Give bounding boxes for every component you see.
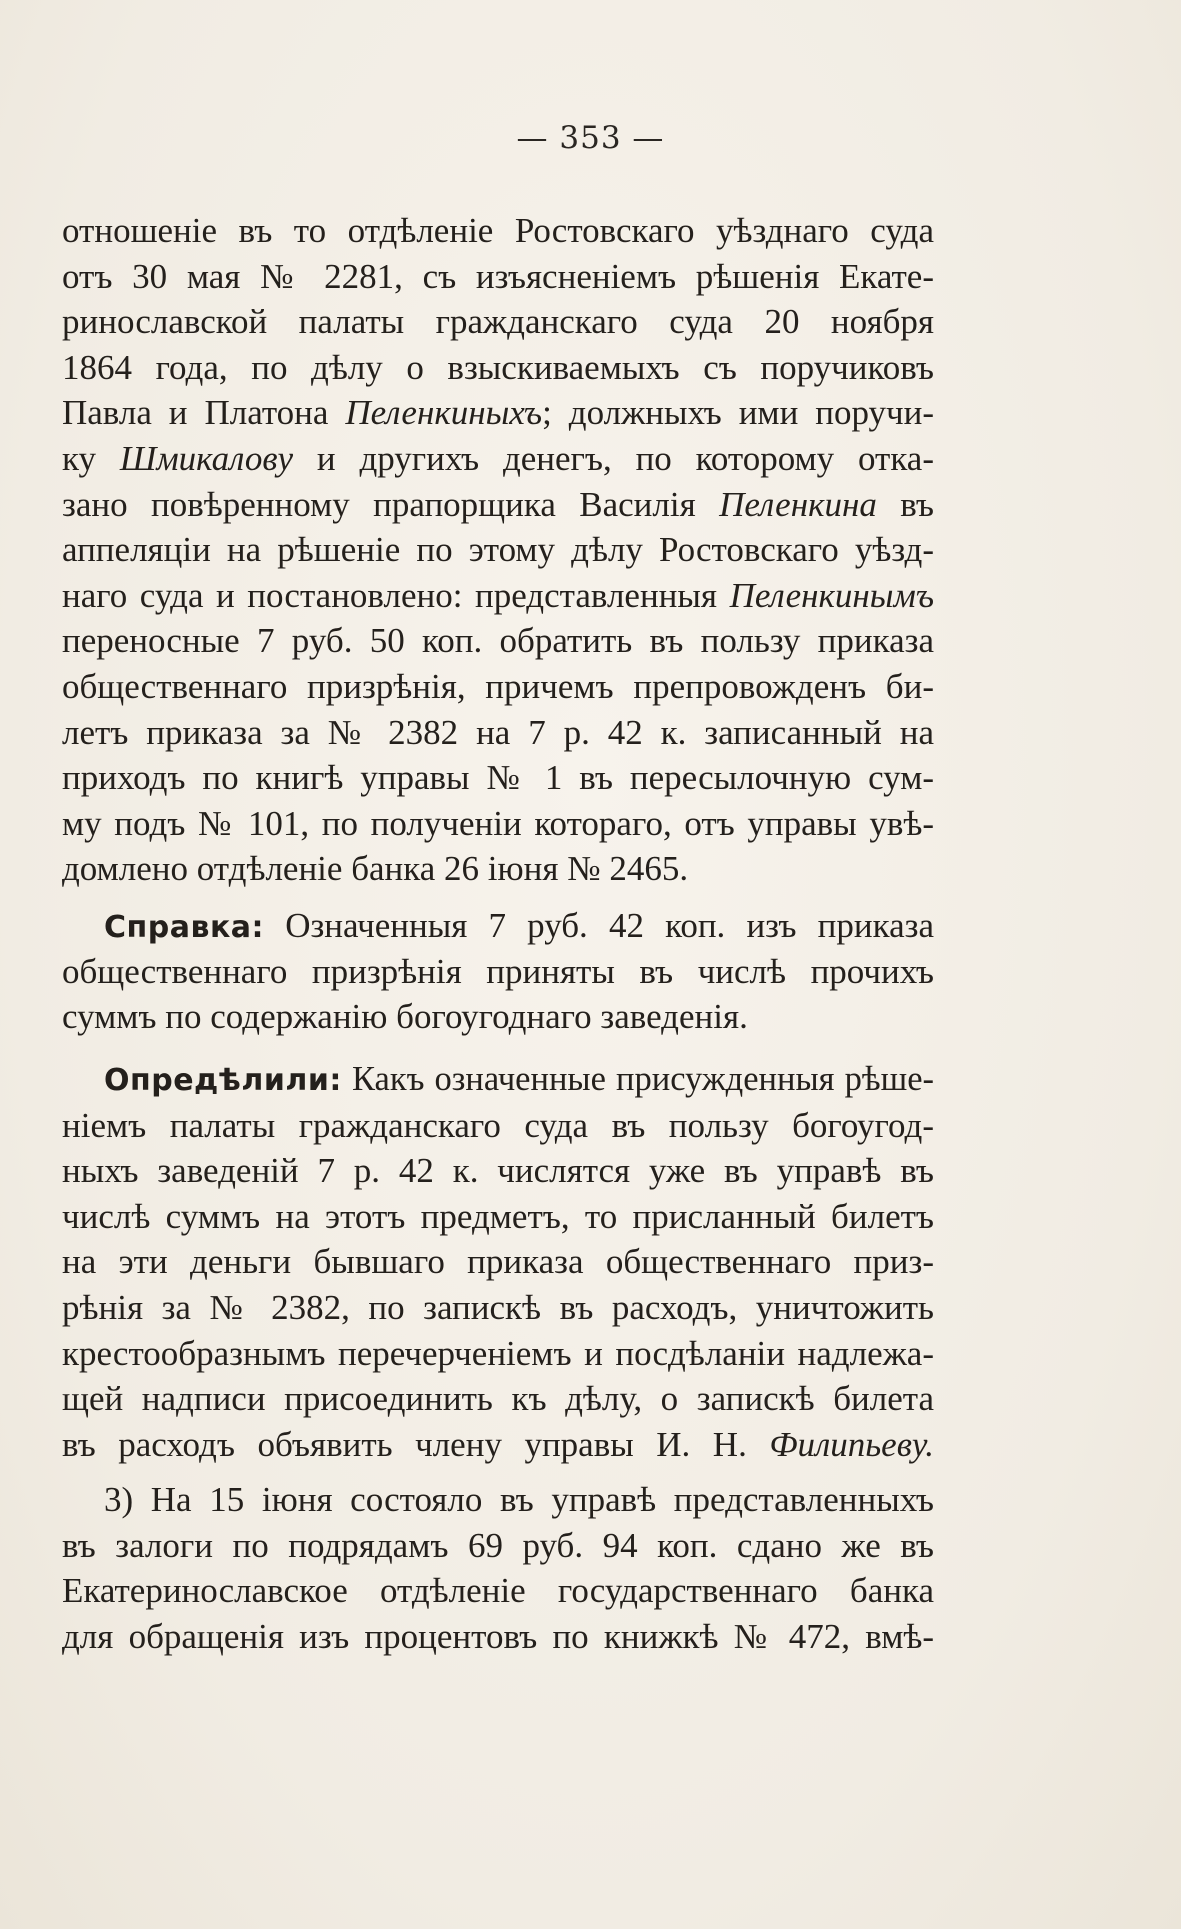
- text-segment: Павла и Платона: [62, 393, 346, 433]
- text-line: [62, 1057, 934, 1103]
- text-line: [62, 573, 934, 619]
- text-line: аппеляціи на рѣшеніе по этому дѣлу Ростовскаго уѣзд-: [62, 530, 934, 570]
- text-line: [62, 482, 934, 528]
- surname-pelenkin: Пеленкина: [719, 484, 877, 524]
- text-line: общественнаго призрѣнія, причемъ препровожденъ би-: [62, 666, 934, 706]
- text-line: му подъ № 101, по полученіи котораго, отъ управы увѣ-: [62, 803, 934, 843]
- text-line: общественнаго призрѣнія приняты въ числѣ прочихъ: [62, 951, 934, 991]
- text-segment: и другихъ денегъ, по которому отка-: [293, 438, 934, 478]
- text-line: въ залоги по подрядамъ 69 руб. 94 коп. сдано же въ: [62, 1525, 934, 1565]
- paragraph-spravka: [62, 903, 934, 1040]
- text-segment: Означенныя 7 руб. 42 коп. изъ приказа: [264, 906, 934, 945]
- text-line: 3) На 15 іюня состояло въ управѣ представленныхъ: [104, 1480, 934, 1519]
- text-line: рѣнія за № 2382, по запискѣ въ расходъ, уничтожить: [62, 1287, 934, 1327]
- text-segment: въ: [876, 484, 934, 524]
- surname-filipyev: Филипьеву.: [769, 1424, 934, 1464]
- text-line: щей надписи присоединить къ дѣлу, о запискѣ билета: [62, 1379, 934, 1419]
- text-segment: ку: [62, 438, 120, 478]
- text-line: Екатеринославское отдѣленіе государственнаго банка: [62, 1571, 934, 1611]
- surname-shmikalov: Шмикалову: [119, 438, 294, 478]
- text-line: ніемъ палаты гражданскаго суда въ пользу богоугод-: [62, 1105, 934, 1145]
- text-line: отношеніе въ то отдѣленіе Ростовскаго уѣзднаго суда: [62, 211, 934, 250]
- text-segment: Какъ означенные присужденныя рѣше-: [341, 1060, 934, 1098]
- text-line: ныхъ заведеній 7 р. 42 к. числятся уже въ управѣ въ: [62, 1151, 934, 1191]
- text-line: домлено отдѣленіе банка 26 іюня № 2465.: [62, 849, 689, 889]
- surname-pelenkinykh: Пеленкиныхъ: [345, 393, 543, 433]
- surname-pelenkinym: Пеленкинымъ: [729, 575, 934, 615]
- text-line: числѣ суммъ на этотъ предметъ, то присланный билетъ: [62, 1196, 934, 1236]
- text-line: отъ 30 мая № 2281, съ изъясненіемъ рѣшенія Екате-: [62, 256, 934, 296]
- text-line: суммъ по содержанію богоугоднаго заведенія.: [62, 997, 748, 1037]
- opredelili-heading: Опредѣлили:: [104, 1063, 342, 1098]
- paragraph-3: [62, 1477, 934, 1659]
- text-line: [62, 903, 934, 949]
- text-line: [62, 1422, 934, 1468]
- text-line: [62, 436, 934, 482]
- text-segment: въ расходъ объявить члену управы И. Н.: [62, 1424, 770, 1464]
- text-line: переносные 7 руб. 50 коп. обратить въ пользу приказа: [62, 621, 934, 661]
- text-segment: наго суда и постановлено: представленныя: [62, 575, 730, 615]
- spravka-heading: Справка:: [104, 910, 265, 945]
- paragraph-1: [62, 208, 934, 892]
- text-line: для обращенія изъ процентовъ по книжкѣ № 472, вмѣ-: [62, 1616, 934, 1656]
- text-line: приходъ по книгѣ управы № 1 въ пересылочную сум-: [62, 758, 934, 798]
- text-line: крестообразнымъ перечерченіемъ и посдѣланіи надлежа-: [62, 1333, 934, 1373]
- text-line: летъ приказа за № 2382 на 7 р. 42 к. записанный на: [62, 712, 934, 752]
- text-line: 1864 года, по дѣлу о взыскиваемыхъ съ поручиковъ: [62, 347, 934, 387]
- text-segment: зано повѣренному прапорщика Василія: [62, 484, 720, 524]
- text-segment: ; должныхъ ими поручи-: [542, 393, 934, 433]
- text-line: на эти деньги бывшаго приказа общественнаго приз-: [62, 1242, 934, 1282]
- text-line: ринославской палаты гражданскаго суда 20 ноября: [62, 302, 934, 342]
- page-number: — 353 —: [516, 120, 665, 156]
- text-line: [62, 390, 934, 436]
- paragraph-opredelili: [62, 1057, 934, 1467]
